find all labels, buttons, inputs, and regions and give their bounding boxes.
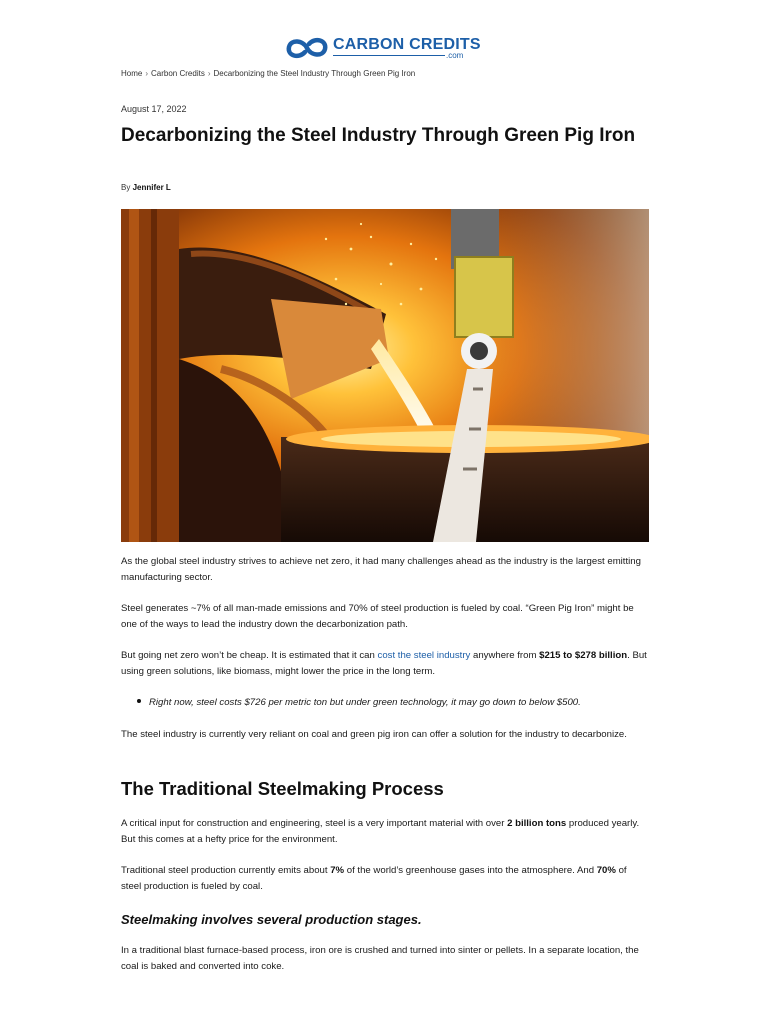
article-byline xyxy=(121,183,171,192)
text-segment: . But using green solutions, like biomass, might lower the price in the long term. xyxy=(121,650,647,677)
breadcrumb-current: Decarbonizing the Steel Industry Through Green Pig Iron xyxy=(213,69,416,78)
breadcrumb-home[interactable]: Home xyxy=(121,69,143,78)
text-segment: produced yearly. But this comes at a hefty price for the environment. xyxy=(121,818,640,845)
subheading-stages: Steelmaking involves several production stages. xyxy=(121,912,422,927)
author-link[interactable]: Jennifer L xyxy=(132,183,171,192)
byline-label: By xyxy=(121,183,131,192)
logo-suffix: .com xyxy=(446,51,464,60)
bold-cost-range: $215 to $278 billion xyxy=(539,650,628,661)
breadcrumb-separator: › xyxy=(207,69,211,78)
bold-percent-70: 70% xyxy=(596,865,616,876)
bullet-list xyxy=(137,695,647,711)
paragraph-critical-input xyxy=(121,816,649,847)
paragraph-blast-furnace: In a traditional blast furnace-based process, iron ore is crushed and turned into sinter or pellets. In a separate location, the coal is baked and converted into coke. xyxy=(121,945,639,972)
paragraph-cost xyxy=(121,648,649,679)
paragraph-intro: As the global steel industry strives to achieve net zero, it had many challenges ahead as the industry is the largest emitting manufacturing sector. xyxy=(121,556,641,583)
text-segment: of the world’s greenhouse gases into the atmosphere. And xyxy=(344,865,597,876)
bold-percent-7: 7% xyxy=(330,865,345,876)
paragraph-reliance: The steel industry is currently very reliant on coal and green pig iron can offer a solution for the industry to decarbonize. xyxy=(121,729,627,740)
section-heading: The Traditional Steelmaking Process xyxy=(121,778,444,799)
carbon-credits-logo-icon xyxy=(285,35,329,61)
bold-tons: 2 billion tons xyxy=(507,818,567,829)
text-segment: anywhere from xyxy=(470,650,540,661)
text-segment: Traditional steel production currently emits about xyxy=(121,865,331,876)
paragraph-emissions: Steel generates ~7% of all man-made emissions and 70% of steel production is fueled by coal. “Green Pig Iron” might be one of the ways to lead the industry down the decarbonization path. xyxy=(121,603,634,630)
logo-underline xyxy=(333,55,445,56)
article-title: Decarbonizing the Steel Industry Through Green Pig Iron xyxy=(121,125,636,146)
cost-steel-industry-link[interactable]: cost the steel industry xyxy=(377,650,471,661)
logo-wordmark: CARBON CREDITS xyxy=(333,36,481,53)
breadcrumb-carbon-credits[interactable]: Carbon Credits xyxy=(151,69,205,78)
article-date: August 17, 2022 xyxy=(121,104,187,114)
text-segment: A critical input for construction and engineering, steel is a very important material with over xyxy=(121,818,508,829)
breadcrumb-separator: › xyxy=(145,69,149,78)
molten-steel-hero-image xyxy=(121,209,649,542)
site-header xyxy=(0,34,768,64)
text-segment: But going net zero won’t be cheap. It is estimated that it can xyxy=(121,650,378,661)
paragraph-greenhouse xyxy=(121,863,649,894)
text-segment: of steel production is fueled by coal. xyxy=(121,865,627,892)
list-item: Right now, steel costs $726 per metric ton but under green technology, it may go down to below $500. xyxy=(137,695,647,711)
breadcrumb xyxy=(121,69,415,78)
site-logo[interactable] xyxy=(285,34,495,64)
